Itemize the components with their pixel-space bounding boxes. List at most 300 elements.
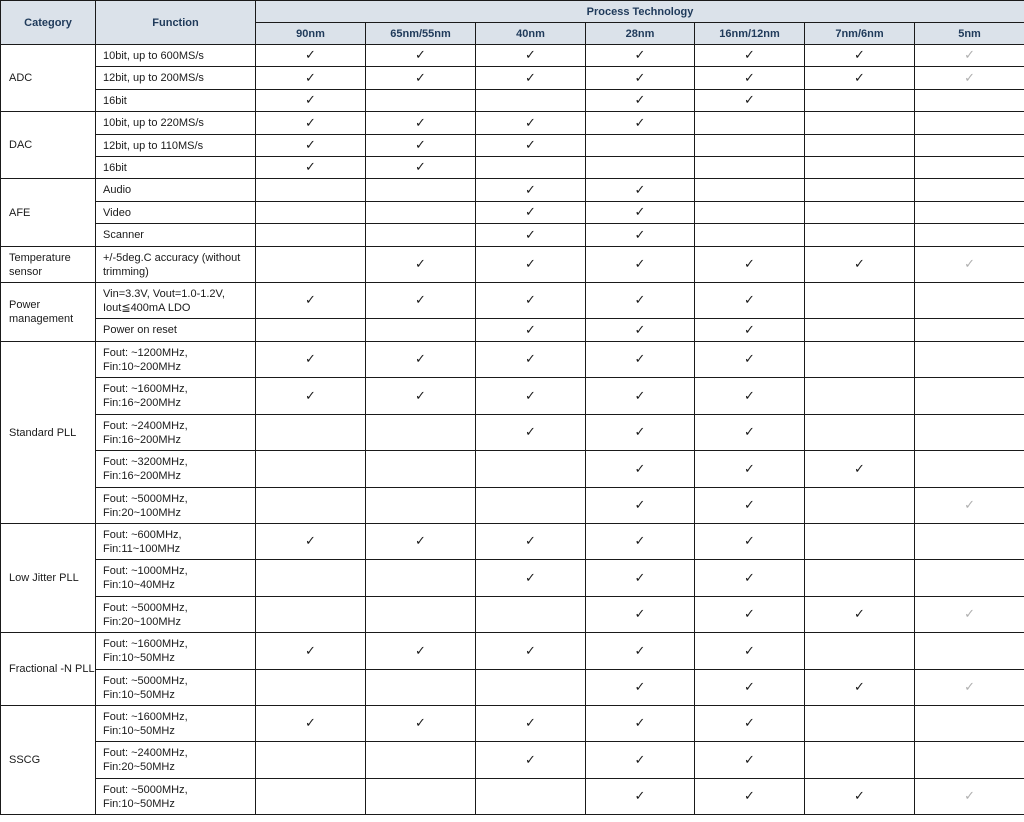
support-cell: [586, 224, 695, 247]
support-cell: [805, 135, 915, 157]
check-icon: ✓: [634, 70, 646, 86]
support-cell: [256, 319, 366, 342]
table-row: [1, 45, 1024, 67]
check-icon: ✓: [305, 138, 316, 153]
support-cell: [476, 135, 586, 157]
planned-check-icon: ✓: [964, 680, 975, 695]
support-cell: [805, 67, 915, 90]
table-row: [1, 670, 1024, 706]
check-icon: ✓: [305, 160, 316, 175]
support-cell: [256, 706, 366, 742]
support-cell: [586, 202, 695, 224]
support-cell: [256, 524, 366, 560]
check-icon: ✓: [744, 388, 755, 404]
table-row: [1, 488, 1024, 524]
support-cell: [695, 342, 805, 378]
support-cell: [805, 179, 915, 202]
support-cell: [695, 706, 805, 742]
support-cell: [805, 415, 915, 451]
check-icon: ✓: [744, 352, 755, 367]
function-cell: 12bit, up to 110MS/s: [96, 135, 256, 157]
support-cell: [366, 283, 476, 319]
support-cell: [586, 415, 695, 451]
support-cell: [366, 45, 476, 67]
check-icon: ✓: [525, 257, 536, 272]
table-row: [1, 112, 1024, 135]
function-cell: Fout: ~5000MHz, Fin:20~100MHz: [96, 597, 256, 633]
check-icon: ✓: [854, 789, 865, 804]
planned-check-icon: ✓: [964, 48, 975, 63]
check-icon: ✓: [415, 257, 426, 272]
table-row: [1, 560, 1024, 597]
check-icon: ✓: [525, 293, 536, 308]
support-cell: [586, 157, 695, 179]
support-cell: [256, 415, 366, 451]
support-cell: [915, 224, 1024, 247]
support-cell: [805, 224, 915, 247]
table-row: [1, 378, 1024, 415]
support-cell: [366, 670, 476, 706]
table-row: [1, 742, 1024, 779]
support-cell: [805, 560, 915, 597]
function-cell: Fout: ~5000MHz, Fin:20~100MHz: [96, 488, 256, 524]
check-icon: ✓: [634, 461, 646, 477]
category-cell: ADC: [1, 45, 96, 112]
support-cell: [256, 597, 366, 633]
function-cell: Fout: ~1000MHz, Fin:10~40MHz: [96, 560, 256, 597]
support-cell: [366, 342, 476, 378]
check-icon: ✓: [525, 388, 536, 404]
function-cell: Fout: ~1600MHz, Fin:10~50MHz: [96, 706, 256, 742]
check-icon: ✓: [525, 205, 536, 220]
support-cell: [695, 202, 805, 224]
table-row: [1, 247, 1024, 283]
support-cell: [805, 342, 915, 378]
support-cell: [586, 779, 695, 815]
function-cell: Scanner: [96, 224, 256, 247]
support-cell: [476, 415, 586, 451]
check-icon: ✓: [744, 752, 755, 768]
check-icon: ✓: [634, 257, 646, 272]
check-icon: ✓: [525, 70, 536, 86]
category-cell: Standard PLL: [1, 342, 96, 524]
support-cell: [695, 488, 805, 524]
node-header: 16nm/12nm: [695, 23, 805, 45]
support-cell: [695, 157, 805, 179]
category-cell: Temperature sensor: [1, 247, 96, 283]
check-icon: ✓: [525, 115, 536, 131]
check-icon: ✓: [854, 680, 865, 695]
support-cell: [256, 224, 366, 247]
check-icon: ✓: [634, 570, 646, 586]
category-header: Category: [1, 1, 96, 45]
support-cell: [256, 67, 366, 90]
support-cell: [805, 378, 915, 415]
function-header: Function: [96, 1, 256, 45]
check-icon: ✓: [744, 498, 755, 513]
table-row: [1, 451, 1024, 488]
table-row: [1, 202, 1024, 224]
support-cell: [915, 342, 1024, 378]
support-cell: [586, 342, 695, 378]
table-row: [1, 135, 1024, 157]
check-icon: ✓: [854, 257, 865, 272]
function-cell: Fout: ~1600MHz, Fin:16~200MHz: [96, 378, 256, 415]
check-icon: ✓: [744, 570, 755, 586]
function-cell: Fout: ~1200MHz, Fin:10~200MHz: [96, 342, 256, 378]
function-cell: Vin=3.3V, Vout=1.0-1.2V, Iout≦400mA LDO: [96, 283, 256, 319]
support-cell: [256, 179, 366, 202]
table-row: [1, 179, 1024, 202]
check-icon: ✓: [305, 93, 316, 108]
table-row: [1, 779, 1024, 815]
support-cell: [256, 157, 366, 179]
check-icon: ✓: [744, 680, 755, 695]
check-icon: ✓: [854, 48, 865, 63]
table-row: [1, 67, 1024, 90]
support-cell: [366, 415, 476, 451]
support-cell: [695, 247, 805, 283]
support-cell: [256, 378, 366, 415]
function-cell: Fout: ~2400MHz, Fin:16~200MHz: [96, 415, 256, 451]
support-cell: [805, 670, 915, 706]
support-cell: [915, 415, 1024, 451]
table-body: [1, 45, 1024, 815]
support-cell: [586, 378, 695, 415]
check-icon: ✓: [415, 70, 426, 86]
planned-check-icon: ✓: [964, 257, 975, 272]
check-icon: ✓: [305, 293, 316, 308]
check-icon: ✓: [525, 138, 536, 153]
function-cell: Video: [96, 202, 256, 224]
check-icon: ✓: [525, 534, 536, 549]
support-cell: [805, 90, 915, 112]
check-icon: ✓: [525, 752, 536, 768]
check-icon: ✓: [305, 115, 316, 131]
support-cell: [366, 451, 476, 488]
check-icon: ✓: [525, 425, 536, 440]
support-cell: [915, 135, 1024, 157]
function-cell: 16bit: [96, 157, 256, 179]
check-icon: ✓: [525, 48, 536, 63]
check-icon: ✓: [634, 680, 646, 695]
support-cell: [915, 742, 1024, 779]
check-icon: ✓: [744, 48, 755, 63]
table-row: [1, 283, 1024, 319]
table-row: [1, 342, 1024, 378]
check-icon: ✓: [634, 182, 646, 198]
table-row: [1, 224, 1024, 247]
check-icon: ✓: [415, 352, 426, 367]
support-cell: [695, 179, 805, 202]
node-header: 65nm/55nm: [366, 23, 476, 45]
support-cell: [366, 779, 476, 815]
support-cell: [586, 319, 695, 342]
support-cell: [586, 488, 695, 524]
support-cell: [915, 378, 1024, 415]
planned-check-icon: ✓: [964, 789, 975, 804]
support-cell: [695, 451, 805, 488]
support-cell: [256, 633, 366, 670]
support-cell: [366, 90, 476, 112]
check-icon: ✓: [634, 115, 646, 131]
category-cell: Low Jitter PLL: [1, 524, 96, 633]
support-cell: [366, 157, 476, 179]
function-cell: Fout: ~5000MHz, Fin:10~50MHz: [96, 779, 256, 815]
check-icon: ✓: [744, 534, 755, 549]
table-row: [1, 319, 1024, 342]
support-cell: [476, 779, 586, 815]
support-cell: [586, 45, 695, 67]
support-cell: [366, 706, 476, 742]
support-cell: [476, 319, 586, 342]
support-cell: [256, 342, 366, 378]
check-icon: ✓: [634, 293, 646, 308]
check-icon: ✓: [634, 534, 646, 549]
check-icon: ✓: [634, 643, 646, 659]
support-cell: [476, 179, 586, 202]
support-cell: [256, 283, 366, 319]
node-header: 28nm: [586, 23, 695, 45]
check-icon: ✓: [525, 570, 536, 586]
check-icon: ✓: [854, 607, 865, 622]
support-cell: [915, 45, 1024, 67]
support-cell: [476, 560, 586, 597]
support-cell: [256, 560, 366, 597]
support-cell: [366, 67, 476, 90]
support-cell: [695, 319, 805, 342]
check-icon: ✓: [305, 70, 316, 86]
support-cell: [695, 45, 805, 67]
support-cell: [915, 560, 1024, 597]
check-icon: ✓: [634, 388, 646, 404]
support-cell: [915, 633, 1024, 670]
support-cell: [256, 247, 366, 283]
check-icon: ✓: [744, 716, 755, 731]
support-cell: [805, 319, 915, 342]
support-cell: [476, 633, 586, 670]
support-cell: [915, 488, 1024, 524]
support-cell: [476, 597, 586, 633]
check-icon: ✓: [634, 752, 646, 768]
support-cell: [695, 597, 805, 633]
support-cell: [805, 112, 915, 135]
support-cell: [915, 157, 1024, 179]
support-cell: [256, 112, 366, 135]
function-cell: Fout: ~600MHz, Fin:11~100MHz: [96, 524, 256, 560]
support-cell: [476, 90, 586, 112]
support-cell: [586, 247, 695, 283]
support-cell: [805, 45, 915, 67]
support-cell: [476, 112, 586, 135]
support-cell: [256, 202, 366, 224]
check-icon: ✓: [415, 534, 426, 549]
check-icon: ✓: [305, 716, 316, 731]
node-header: 7nm/6nm: [805, 23, 915, 45]
check-icon: ✓: [415, 293, 426, 308]
check-icon: ✓: [634, 789, 646, 804]
support-cell: [695, 90, 805, 112]
support-cell: [366, 202, 476, 224]
check-icon: ✓: [415, 716, 426, 731]
table-row: [1, 633, 1024, 670]
support-cell: [695, 415, 805, 451]
function-cell: 16bit: [96, 90, 256, 112]
support-cell: [805, 524, 915, 560]
support-cell: [915, 670, 1024, 706]
support-cell: [366, 560, 476, 597]
function-cell: Fout: ~1600MHz, Fin:10~50MHz: [96, 633, 256, 670]
support-cell: [915, 779, 1024, 815]
support-cell: [476, 451, 586, 488]
support-cell: [476, 67, 586, 90]
support-cell: [476, 157, 586, 179]
check-icon: ✓: [525, 716, 536, 731]
support-cell: [695, 67, 805, 90]
node-header: 90nm: [256, 23, 366, 45]
check-icon: ✓: [634, 93, 646, 108]
function-cell: 10bit, up to 220MS/s: [96, 112, 256, 135]
function-cell: Fout: ~5000MHz, Fin:10~50MHz: [96, 670, 256, 706]
support-cell: [915, 597, 1024, 633]
check-icon: ✓: [415, 115, 426, 131]
support-cell: [695, 378, 805, 415]
function-cell: 10bit, up to 600MS/s: [96, 45, 256, 67]
support-cell: [256, 779, 366, 815]
table-row: [1, 706, 1024, 742]
check-icon: ✓: [634, 607, 646, 622]
function-cell: Fout: ~3200MHz, Fin:16~200MHz: [96, 451, 256, 488]
check-icon: ✓: [854, 461, 865, 477]
support-cell: [695, 112, 805, 135]
support-cell: [915, 67, 1024, 90]
planned-check-icon: ✓: [964, 607, 975, 622]
process-technology-header: Process Technology: [256, 1, 1024, 23]
check-icon: ✓: [305, 388, 316, 404]
support-cell: [586, 67, 695, 90]
support-cell: [695, 283, 805, 319]
support-cell: [805, 633, 915, 670]
check-icon: ✓: [634, 498, 646, 513]
function-cell: +/-5deg.C accuracy (without trimming): [96, 247, 256, 283]
support-cell: [586, 742, 695, 779]
support-cell: [915, 319, 1024, 342]
support-cell: [695, 742, 805, 779]
support-cell: [366, 135, 476, 157]
check-icon: ✓: [305, 643, 316, 659]
support-cell: [256, 451, 366, 488]
table-row: [1, 90, 1024, 112]
support-cell: [695, 670, 805, 706]
support-cell: [586, 560, 695, 597]
support-cell: [366, 247, 476, 283]
support-cell: [805, 283, 915, 319]
support-cell: [695, 224, 805, 247]
support-cell: [366, 112, 476, 135]
support-cell: [256, 488, 366, 524]
support-cell: [476, 224, 586, 247]
check-icon: ✓: [744, 70, 755, 86]
support-cell: [915, 451, 1024, 488]
check-icon: ✓: [744, 322, 755, 338]
support-cell: [695, 633, 805, 670]
support-cell: [586, 90, 695, 112]
check-icon: ✓: [525, 182, 536, 198]
support-cell: [476, 247, 586, 283]
support-cell: [695, 560, 805, 597]
support-cell: [476, 45, 586, 67]
check-icon: ✓: [634, 48, 646, 63]
function-cell: 12bit, up to 200MS/s: [96, 67, 256, 90]
support-cell: [366, 179, 476, 202]
check-icon: ✓: [305, 352, 316, 367]
table-row: [1, 597, 1024, 633]
check-icon: ✓: [854, 70, 865, 86]
support-cell: [476, 342, 586, 378]
check-icon: ✓: [415, 138, 426, 153]
check-icon: ✓: [415, 388, 426, 404]
support-cell: [586, 283, 695, 319]
support-cell: [915, 112, 1024, 135]
check-icon: ✓: [415, 643, 426, 659]
table-row: [1, 157, 1024, 179]
check-icon: ✓: [525, 227, 536, 243]
support-cell: [586, 597, 695, 633]
check-icon: ✓: [744, 643, 755, 659]
check-icon: ✓: [415, 48, 426, 63]
check-icon: ✓: [744, 257, 755, 272]
support-cell: [366, 597, 476, 633]
check-icon: ✓: [634, 352, 646, 367]
function-cell: Power on reset: [96, 319, 256, 342]
support-cell: [476, 742, 586, 779]
category-cell: DAC: [1, 112, 96, 179]
check-icon: ✓: [634, 716, 646, 731]
support-cell: [476, 670, 586, 706]
support-cell: [366, 524, 476, 560]
support-cell: [805, 597, 915, 633]
category-cell: AFE: [1, 179, 96, 247]
check-icon: ✓: [744, 93, 755, 108]
support-cell: [805, 779, 915, 815]
function-cell: Fout: ~2400MHz, Fin:20~50MHz: [96, 742, 256, 779]
check-icon: ✓: [744, 425, 755, 440]
check-icon: ✓: [634, 227, 646, 243]
support-cell: [586, 670, 695, 706]
check-icon: ✓: [634, 205, 646, 220]
node-header: 40nm: [476, 23, 586, 45]
support-cell: [915, 706, 1024, 742]
support-cell: [366, 488, 476, 524]
support-cell: [805, 488, 915, 524]
check-icon: ✓: [415, 160, 426, 175]
support-cell: [256, 45, 366, 67]
support-cell: [586, 135, 695, 157]
support-cell: [366, 742, 476, 779]
node-header: 5nm: [915, 23, 1024, 45]
support-cell: [586, 633, 695, 670]
function-cell: Audio: [96, 179, 256, 202]
check-icon: ✓: [525, 643, 536, 659]
support-cell: [695, 779, 805, 815]
support-cell: [256, 742, 366, 779]
support-cell: [805, 451, 915, 488]
support-cell: [695, 135, 805, 157]
support-cell: [586, 179, 695, 202]
support-cell: [586, 112, 695, 135]
check-icon: ✓: [634, 322, 646, 338]
support-cell: [695, 524, 805, 560]
